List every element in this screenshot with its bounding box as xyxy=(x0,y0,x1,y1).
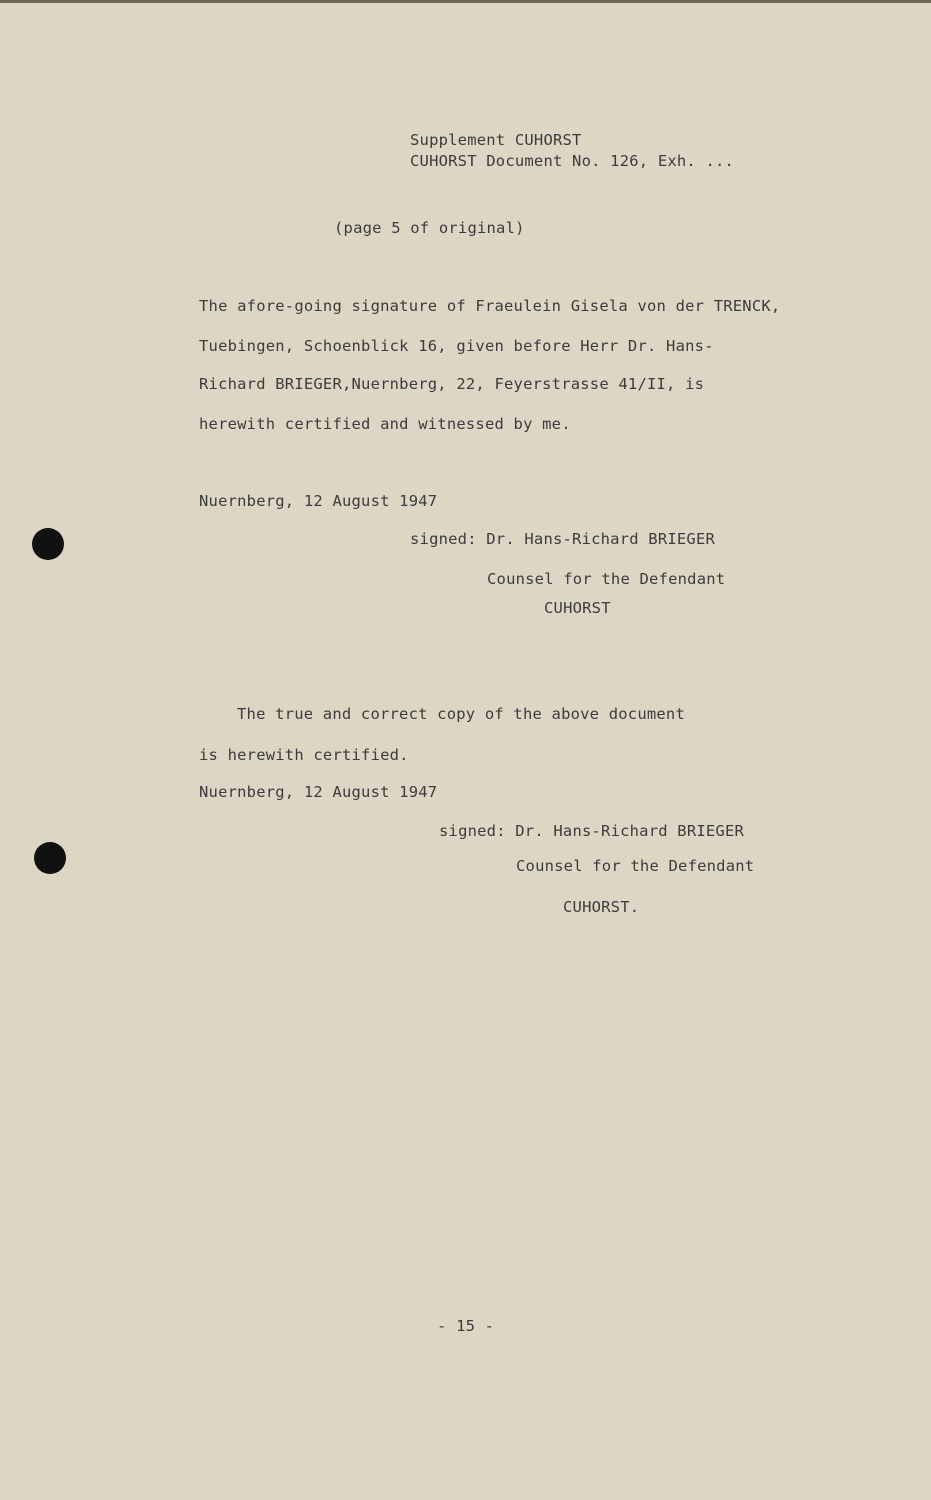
header-document-number: CUHORST Document No. 126, Exh. ... xyxy=(410,152,735,170)
certification-line-1: The true and correct copy of the above document xyxy=(237,705,685,723)
certification-place-date: Nuernberg, 12 August 1947 xyxy=(199,783,438,801)
punch-hole-top xyxy=(32,528,64,560)
scan-top-edge xyxy=(0,0,931,3)
client-name: CUHORST xyxy=(544,599,611,617)
body-line-1: The afore-going signature of Fraeulein Gisela von der TRENCK, xyxy=(199,297,781,315)
body-line-2: Tuebingen, Schoenblick 16, given before Herr Dr. Hans- xyxy=(199,337,714,355)
punch-hole-bottom xyxy=(34,842,66,874)
body-line-3: Richard BRIEGER,Nuernberg, 22, Feyerstrasse 41/II, is xyxy=(199,375,705,393)
certification-client-name: CUHORST. xyxy=(563,898,640,916)
page-of-original-note: (page 5 of original) xyxy=(334,219,525,237)
certification-line-2: is herewith certified. xyxy=(199,746,409,764)
signed-line: signed: Dr. Hans-Richard BRIEGER xyxy=(410,530,716,548)
certification-counsel-role: Counsel for the Defendant xyxy=(516,857,755,875)
counsel-role: Counsel for the Defendant xyxy=(487,570,726,588)
place-date: Nuernberg, 12 August 1947 xyxy=(199,492,438,510)
body-line-4: herewith certified and witnessed by me. xyxy=(199,415,571,433)
page-number: - 15 - xyxy=(437,1317,495,1335)
header-supplement: Supplement CUHORST xyxy=(410,131,582,149)
certification-signed-line: signed: Dr. Hans-Richard BRIEGER xyxy=(439,822,745,840)
